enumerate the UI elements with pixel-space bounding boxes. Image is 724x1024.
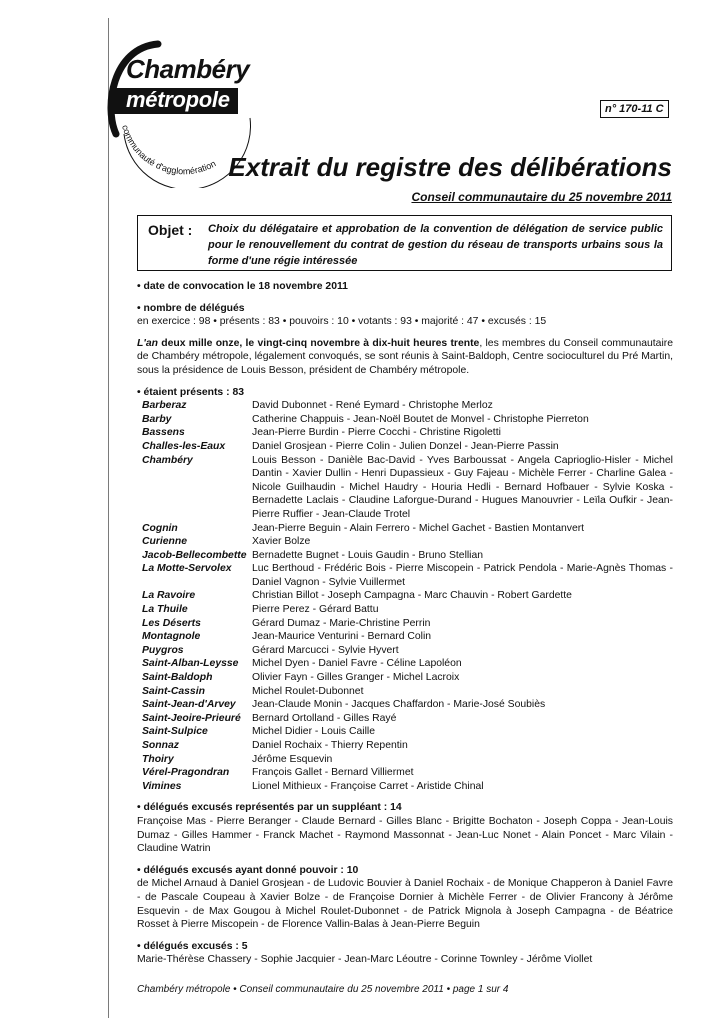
member-row — [142, 535, 673, 549]
logo-chambery-text: Chambéry — [126, 54, 250, 84]
member-names: Lionel Mithieux - Françoise Carret - Aristide Chinal — [252, 780, 484, 792]
member-names: Catherine Chappuis - Jean-Noël Boutet de Monvel - Christophe Pierreton — [252, 413, 589, 425]
member-row — [142, 712, 673, 726]
member-names: François Gallet - Bernard Villiermet — [252, 767, 414, 779]
member-row — [142, 426, 673, 440]
member-names: Jean-Maurice Venturini - Bernard Colin — [252, 631, 432, 643]
delegues-counts: en exercice : 98 • présents : 83 • pouvoirs : 10 • votants : 93 • majorité : 47 • excusés : 15 — [137, 316, 547, 328]
page-subtitle: Conseil communautaire du 25 novembre 2011 — [411, 190, 672, 204]
commune: Saint-Baldoph — [142, 672, 213, 684]
commune: Curienne — [142, 536, 188, 548]
page-title: Extrait du registre des délibérations — [228, 152, 672, 182]
pouvoirs-list: de Michel Arnaud à Daniel Grosjean - de Ludovic Bouvier à Daniel Rochaix - de Monique Chapperon à Daniel Favre - de Pascale Coupeau à Xavier Bolze - de Françoise Dornier à Michèle Ferrer - de Olivier Francony à Jérôme Esquevin - de Max Gougou à Michel Roulet-Dubonnet - de Patrick Mignola à Joseph Campagna - de Béatrice Rosset à Pierre Miscopein - de Florence Vallin-Balas à Jean-Pierre Beguin — [137, 878, 673, 931]
pouvoirs-heading: • délégués excusés ayant donné pouvoir : 10 — [137, 864, 359, 876]
commune: Barby — [142, 413, 172, 425]
logo-metropole-text: métropole — [112, 88, 238, 114]
presents-list — [142, 399, 673, 793]
commune: Jacob-Bellecombette — [142, 549, 247, 561]
member-row — [142, 440, 673, 454]
member-names: Michel Dyen - Daniel Favre - Céline Lapoléon — [252, 658, 462, 670]
member-names: Pierre Perez - Gérard Battu — [252, 604, 379, 616]
member-names: Jérôme Esquevin — [252, 753, 333, 765]
intro-lead-bold: deux mille onze, le vingt-cinq novembre à dix-huit heures trente — [157, 337, 480, 349]
member-row — [142, 549, 673, 563]
member-row — [142, 603, 673, 617]
member-row — [142, 753, 673, 767]
commune: Saint-Alban-Leysse — [142, 658, 239, 670]
objet-label: Objet : — [148, 222, 193, 238]
member-row — [142, 657, 673, 671]
intro-paragraph — [137, 337, 673, 378]
excuses-list: Marie-Thérèse Chassery - Sophie Jacquier - Jean-Marc Léoutre - Corinne Townley - Jérôme Viollet — [137, 954, 593, 966]
member-names: Gérard Dumaz - Marie-Christine Perrin — [252, 617, 431, 629]
commune: Saint-Jean-d'Arvey — [142, 699, 236, 711]
member-row — [142, 698, 673, 712]
member-row — [142, 644, 673, 658]
commune: Saint-Cassin — [142, 685, 205, 697]
commune: Thoiry — [142, 753, 174, 765]
commune: Vimines — [142, 780, 182, 792]
member-row — [142, 766, 673, 780]
member-names: David Dubonnet - René Eymard - Christophe Merloz — [252, 400, 493, 412]
member-row — [142, 685, 673, 699]
commune: Bassens — [142, 427, 185, 439]
member-names: Gérard Marcucci - Sylvie Hyvert — [252, 644, 399, 656]
member-row — [142, 671, 673, 685]
commune: La Ravoire — [142, 590, 196, 602]
objet-box — [137, 215, 672, 271]
member-names: Olivier Fayn - Gilles Granger - Michel Lacroix — [252, 672, 460, 684]
member-row — [142, 454, 673, 522]
presents-heading: • étaient présents : 83 — [137, 386, 245, 398]
excuses-heading: • délégués excusés : 5 — [137, 940, 248, 952]
commune: La Thuile — [142, 604, 188, 616]
commune: Vérel-Pragondran — [142, 767, 230, 779]
commune: Montagnole — [142, 631, 201, 643]
member-row — [142, 399, 673, 413]
objet-text: Choix du délégataire et approbation de la convention de délégation de service public pour le renouvellement du contrat de gestion du réseau de transports urbains sous la forme d'une régie intéressée — [208, 223, 663, 267]
member-row — [142, 617, 673, 631]
commune: Sonnaz — [142, 740, 179, 751]
member-names: Bernadette Bugnet - Louis Gaudin - Bruno Stellian — [252, 549, 484, 561]
member-names: Daniel Grosjean - Pierre Colin - Julien Donzel - Jean-Pierre Passin — [252, 440, 559, 452]
member-names: Daniel Rochaix - Thierry Repentin — [252, 740, 408, 751]
member-row — [142, 522, 673, 536]
member-names: Jean-Claude Monin - Jacques Chaffardon - Marie-José Soubiès — [252, 699, 546, 711]
logo-tagline: communauté d'agglomération — [120, 123, 218, 177]
member-row — [142, 562, 673, 589]
member-names: Xavier Bolze — [252, 536, 311, 548]
member-row — [142, 780, 673, 794]
intro-lead-italic: L'an — [137, 337, 158, 349]
commune: La Motte-Servolex — [142, 563, 232, 575]
member-row — [142, 413, 673, 427]
member-names: Bernard Ortolland - Gilles Rayé — [252, 712, 397, 724]
commune: Saint-Sulpice — [142, 726, 208, 738]
deliberation-body — [137, 280, 673, 967]
suppleants-heading: • délégués excusés représentés par un suppléant : 14 — [137, 802, 402, 814]
suppleants-list: Françoise Mas - Pierre Beranger - Claude Bernard - Gilles Blanc - Brigitte Bochaton - Joseph Coppa - Jean-Louis Dumaz - Gilles Hammer - Franck Machet - Raymond Massonnat - Jean-Luc Nonet - Alain Poncet - Marc Vilain - Claudine Watrin — [137, 815, 673, 855]
commune: Barberaz — [142, 400, 187, 412]
intro-rest: , les membres du Conseil communautaire de Chambéry métropole, légalement convoqués, se sont réunis à Saint-Baldoph, Centre socioculturel du Pré Martin, sous la présidence de Louis Besson, président de Chambéry métropole. — [137, 337, 673, 376]
delegues-heading: • nombre de délégués — [137, 302, 245, 314]
member-names: Christian Billot - Joseph Campagna - Marc Chauvin - Robert Gardette — [252, 590, 572, 602]
deliberation-number: n° 170-11 C — [600, 100, 669, 118]
commune: Cognin — [142, 522, 178, 534]
member-row — [142, 739, 673, 753]
member-names: Jean-Pierre Beguin - Alain Ferrero - Michel Gachet - Bastien Montanvert — [252, 522, 585, 534]
page-footer: Chambéry métropole • Conseil communautaire du 25 novembre 2011 • page 1 sur 4 — [137, 984, 509, 995]
commune: Challes-les-Eaux — [142, 440, 226, 452]
member-names: Jean-Pierre Burdin - Pierre Cocchi - Christine Rigoletti — [252, 427, 501, 439]
member-names: Luc Berthoud - Frédéric Bois - Pierre Miscopein - Patrick Pendola - Marie-Agnès Thomas - Daniel Vagnon - Sylvie Vuillermet — [252, 563, 673, 588]
commune: Les Déserts — [142, 617, 201, 629]
member-row — [142, 589, 673, 603]
member-names: Michel Roulet-Dubonnet — [252, 685, 364, 697]
convocation-date: • date de convocation le 18 novembre 2011 — [137, 281, 348, 292]
commune: Puygros — [142, 644, 184, 656]
commune: Saint-Jeoire-Prieuré — [142, 712, 241, 724]
member-row — [142, 725, 673, 739]
member-names: Michel Didier - Louis Caille — [252, 726, 375, 738]
member-row — [142, 630, 673, 644]
commune: Chambéry — [142, 454, 193, 466]
member-names: Louis Besson - Danièle Bac-David - Yves Barboussat - Angela Caprioglio-Hisler - Michel Dantin - Xavier Dullin - Henri Dupassieux - Guy Fajeau - Michèle Ferrer - Charline Galea - Nicole Guilhaudin - Michel Haudry - Houria Hedli - Bernard Hofbauer - Sylvie Koska - Bernadette Laclais - Claudine Laforgue-Durand - Hugues Manouvrier - Leïla Oufkir - Jean-Pierre Ruffier - Jean-Claude Trotel — [252, 454, 673, 520]
